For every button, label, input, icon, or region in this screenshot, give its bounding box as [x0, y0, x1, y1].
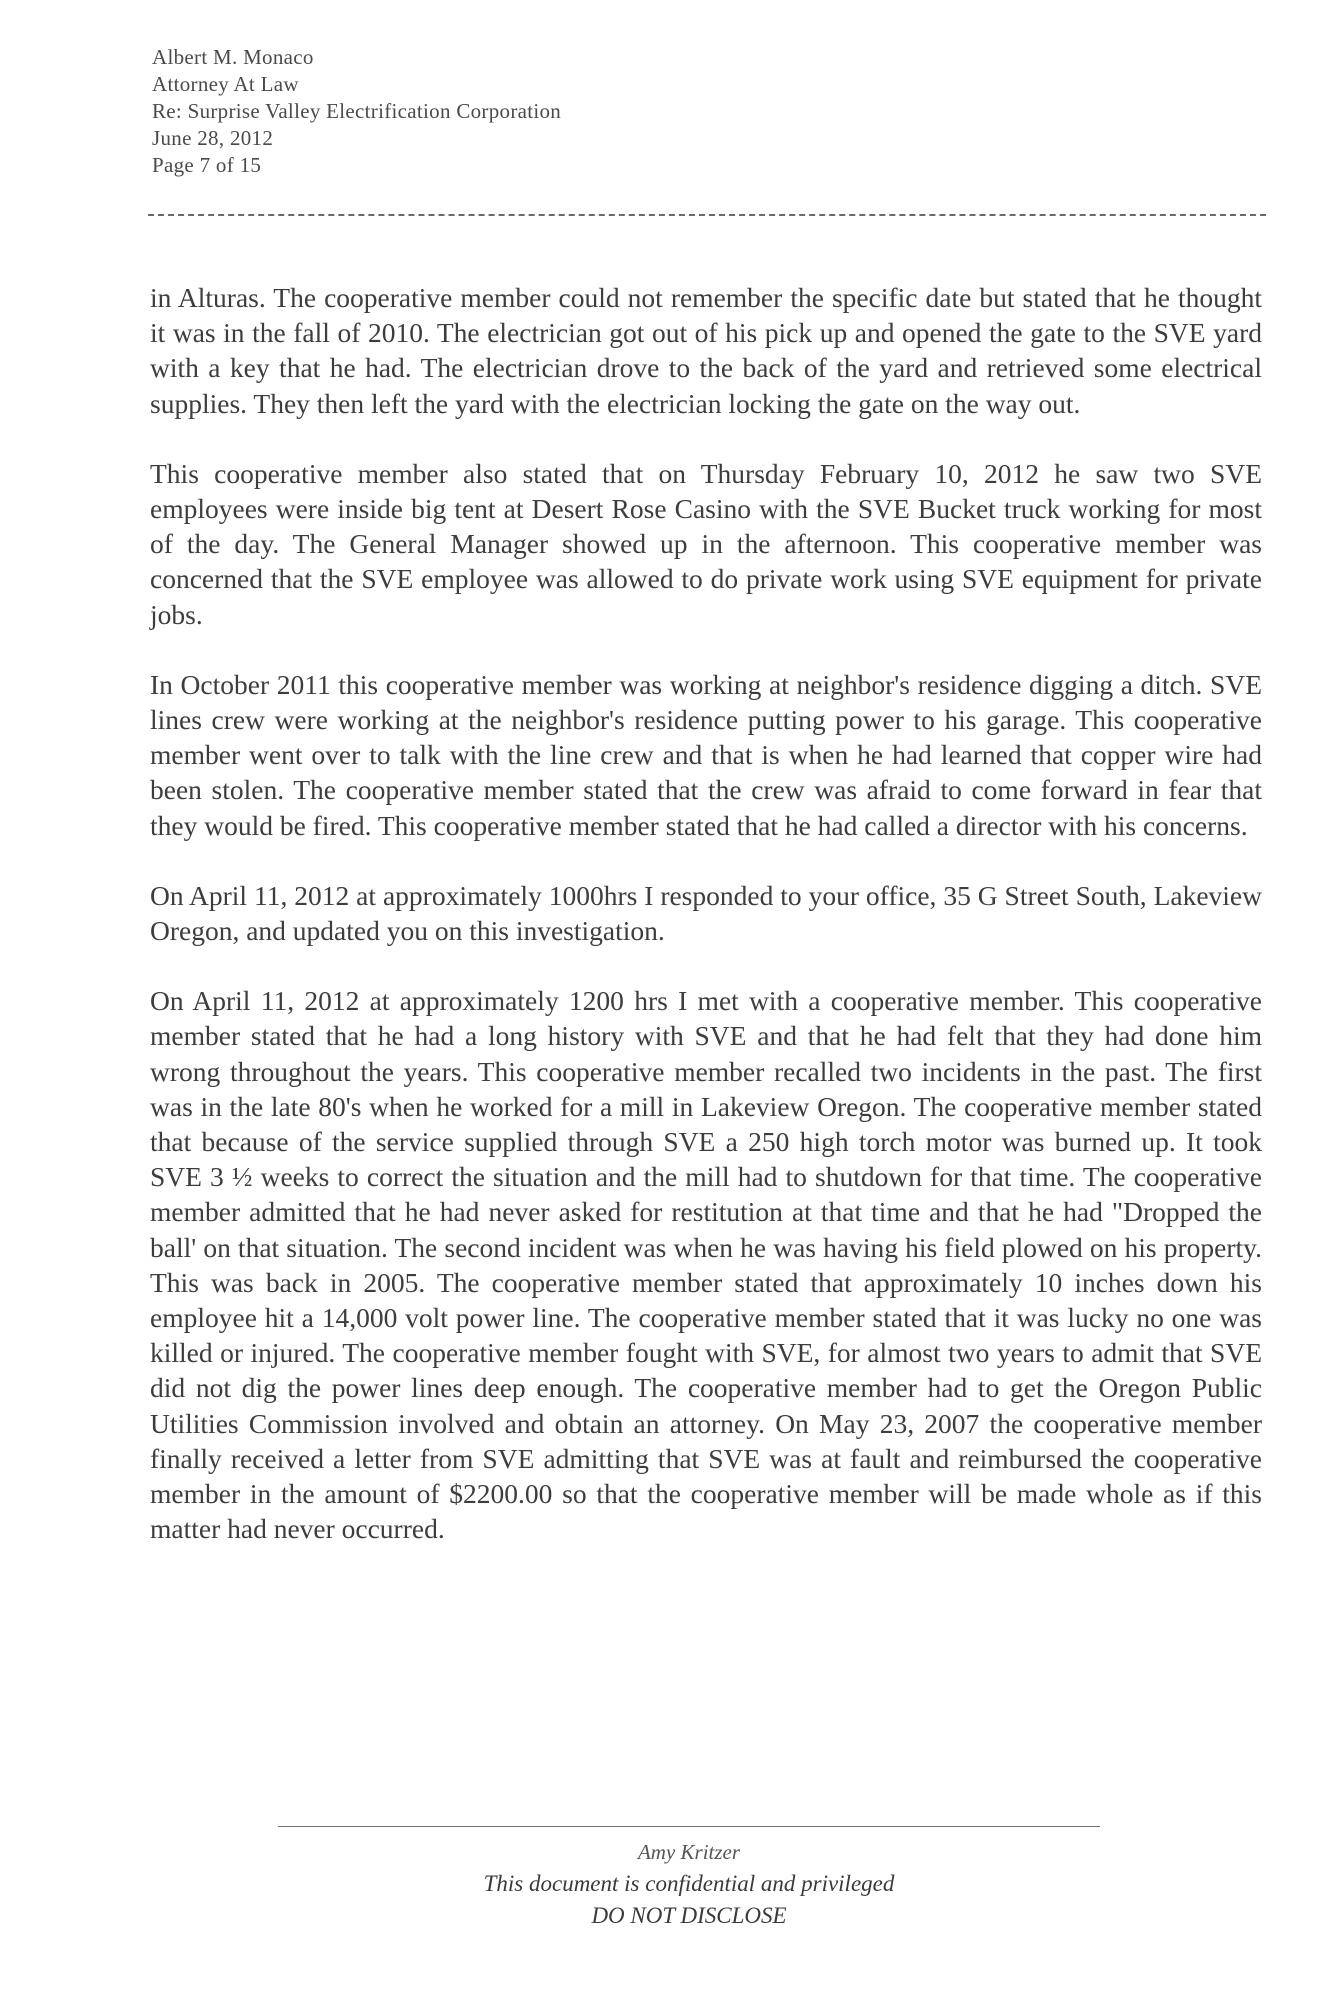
body-paragraph: On April 11, 2012 at approximately 1200 hrs I met with a cooperative member. This cooperative member stated that he had a long history with SVE and that he had felt that they had done him wrong throughout the years. This cooperative member recalled two incidents in the past. The first was in the late 80's when he worked for a mill in Lakeview Oregon. The cooperative member stated that because of the service supplied through SVE a 250 high torch motor was burned up. It took SVE 3 ½ weeks to correct the situation and the mill had to shutdown for that time. The cooperative member admitted that he had never asked for restitution at that time and that he had "Dropped the ball' on that situation. The second incident was when he was having his field plowed on his property. This was back in 2005. The cooperative member stated that approximately 10 inches down his employee hit a 14,000 volt power line. The cooperative member stated that it was lucky no one was killed or injured. The cooperative member fought with SVE, for almost two years to admit that SVE did not dig the power lines deep enough. The cooperative member had to get the Oregon Public Utilities Commission involved and obtain an attorney. On May 23, 2007 the cooperative member finally received a letter from SVE admitting that SVE was at fault and reimbursed the cooperative member in the amount of $2200.00 so that the cooperative member will be made whole as if this matter had never occurred.	[150, 985, 1262, 1545]
header-divider	[148, 214, 1266, 216]
body-paragraph: in Alturas. The cooperative member could not remember the specific date but stated that he thought it was in the fall of 2010. The electrician got out of his pick up and opened the gate to the SVE yard with a key that he had. The electrician drove to the back of the yard and retrieved some electrical supplies. They then left the yard with the electrician locking the gate on the way out.	[150, 282, 1262, 419]
footer-author: Amy Kritzer	[637, 1840, 741, 1864]
body-paragraph: In October 2011 this cooperative member was working at neighbor's residence digging a ditch. SVE lines crew were working at the neighbor's residence putting power to his garage. This cooperative member went over to talk with the line crew and that is when he had learned that copper wire had been stolen. The cooperative member stated that the crew was afraid to come forward in fear that they would be fired. This cooperative member stated that he had called a director with his concerns.	[150, 668, 1262, 841]
subject-line: Re: Surprise Valley Electrification Corporation	[152, 99, 562, 123]
confidentiality-footer	[278, 1836, 1100, 1932]
disclosure-warning: DO NOT DISCLOSE	[591, 1903, 787, 1928]
body-paragraph: This cooperative member also stated that on Thursday February 10, 2012 he saw two SVE employees were inside big tent at Desert Rose Casino with the SVE Bucket truck working for most of the day. The General Manager showed up in the afternoon. This cooperative member was concerned that the SVE employee was allowed to do private work using SVE equipment for private jobs.	[150, 457, 1262, 630]
letter-body	[150, 280, 1262, 1547]
footer-divider	[278, 1826, 1100, 1827]
recipient-title: Attorney At Law	[152, 72, 299, 96]
page-number: Page 7 of 15	[152, 153, 262, 177]
letter-header	[152, 44, 561, 179]
confidentiality-notice: This document is confidential and privileged	[483, 1871, 895, 1896]
recipient-name: Albert M. Monaco	[152, 45, 314, 69]
body-paragraph: On April 11, 2012 at approximately 1000hrs I responded to your office, 35 G Street South, Lakeview Oregon, and updated you on this investigation.	[150, 879, 1262, 947]
letter-date: June 28, 2012	[152, 126, 274, 150]
